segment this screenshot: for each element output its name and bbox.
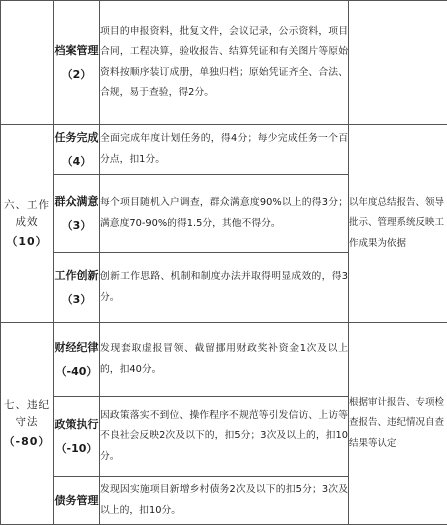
table-row bbox=[1, 323, 447, 397]
table-row bbox=[1, 1, 447, 125]
category-cell-discipline bbox=[1, 323, 54, 525]
item-cell-task-completion bbox=[54, 125, 100, 175]
category-name: 六、工作成效 bbox=[1, 197, 53, 231]
item-points: （3） bbox=[54, 291, 99, 309]
item-name: 财经纪律 bbox=[55, 341, 99, 354]
item-name: 任务完成 bbox=[55, 131, 99, 144]
item-points: （-40） bbox=[54, 363, 99, 381]
category-cell-continued bbox=[1, 1, 54, 125]
criteria-cell: 发现因实施项目新增乡村债务2次及以下的扣5分；3次及以上的，扣10分。 bbox=[100, 477, 349, 525]
item-points: （3） bbox=[54, 217, 99, 235]
item-cell-debt-management bbox=[54, 477, 100, 525]
criteria-cell: 全面完成年度计划任务的，得4分；每少完成任务一个百分点，扣1分。 bbox=[100, 125, 349, 175]
item-cell-public-satisfaction bbox=[54, 175, 100, 253]
item-cell-work-innovation bbox=[54, 253, 100, 323]
criteria-cell: 每个项目随机入户调查，群众满意度90%以上的得3分；满意度70-90%的得1.5分，其他不得分。 bbox=[100, 175, 349, 253]
criteria-cell: 因政策落实不到位、操作程序不规范等引发信访、上访等不良社会反映2次及以下的，扣5分；3次及以上的，扣10分。 bbox=[100, 397, 349, 477]
item-name: 档案管理 bbox=[55, 44, 99, 57]
item-points: （2） bbox=[54, 66, 99, 84]
category-name: 七、违纪守法 bbox=[1, 397, 53, 431]
category-cell-work-results bbox=[1, 125, 54, 323]
item-name: 群众满意 bbox=[55, 195, 99, 208]
item-points: （4） bbox=[54, 153, 99, 171]
item-name: 政策执行 bbox=[55, 418, 99, 431]
criteria-cell: 创新工作思路、机制和制度办法并取得明显成效的，得3分。 bbox=[100, 253, 349, 323]
item-name: 工作创新 bbox=[55, 269, 99, 282]
item-cell-policy-execution bbox=[54, 397, 100, 477]
basis-cell-continued bbox=[349, 1, 447, 125]
table-row bbox=[1, 125, 447, 175]
item-cell-archive bbox=[54, 1, 100, 125]
item-cell-financial-discipline bbox=[54, 323, 100, 397]
category-score: （10） bbox=[1, 233, 53, 251]
basis-cell-discipline: 根据审计报告、专项检查报告、违纪情况自查结果等认定 bbox=[349, 323, 447, 525]
basis-cell-work-results: 以年度总结报告、领导批示、管理系统反映工作成果为依据 bbox=[349, 125, 447, 323]
item-name: 债务管理 bbox=[55, 494, 99, 507]
item-points: （-10） bbox=[54, 440, 99, 458]
category-score: （-80） bbox=[1, 433, 53, 451]
criteria-cell: 发现套取虚报冒领、截留挪用财政奖补资金1次及以上的，扣40分。 bbox=[100, 323, 349, 397]
criteria-cell: 项目的申报资料，批复文件，会议记录，公示资料，项目合同，工程决算，验收报告、结算凭证和有关图片等原始资料按顺序装订成册，单独归档；原始凭证齐全、合法、合规，易于查验，得2分。 bbox=[100, 1, 349, 125]
